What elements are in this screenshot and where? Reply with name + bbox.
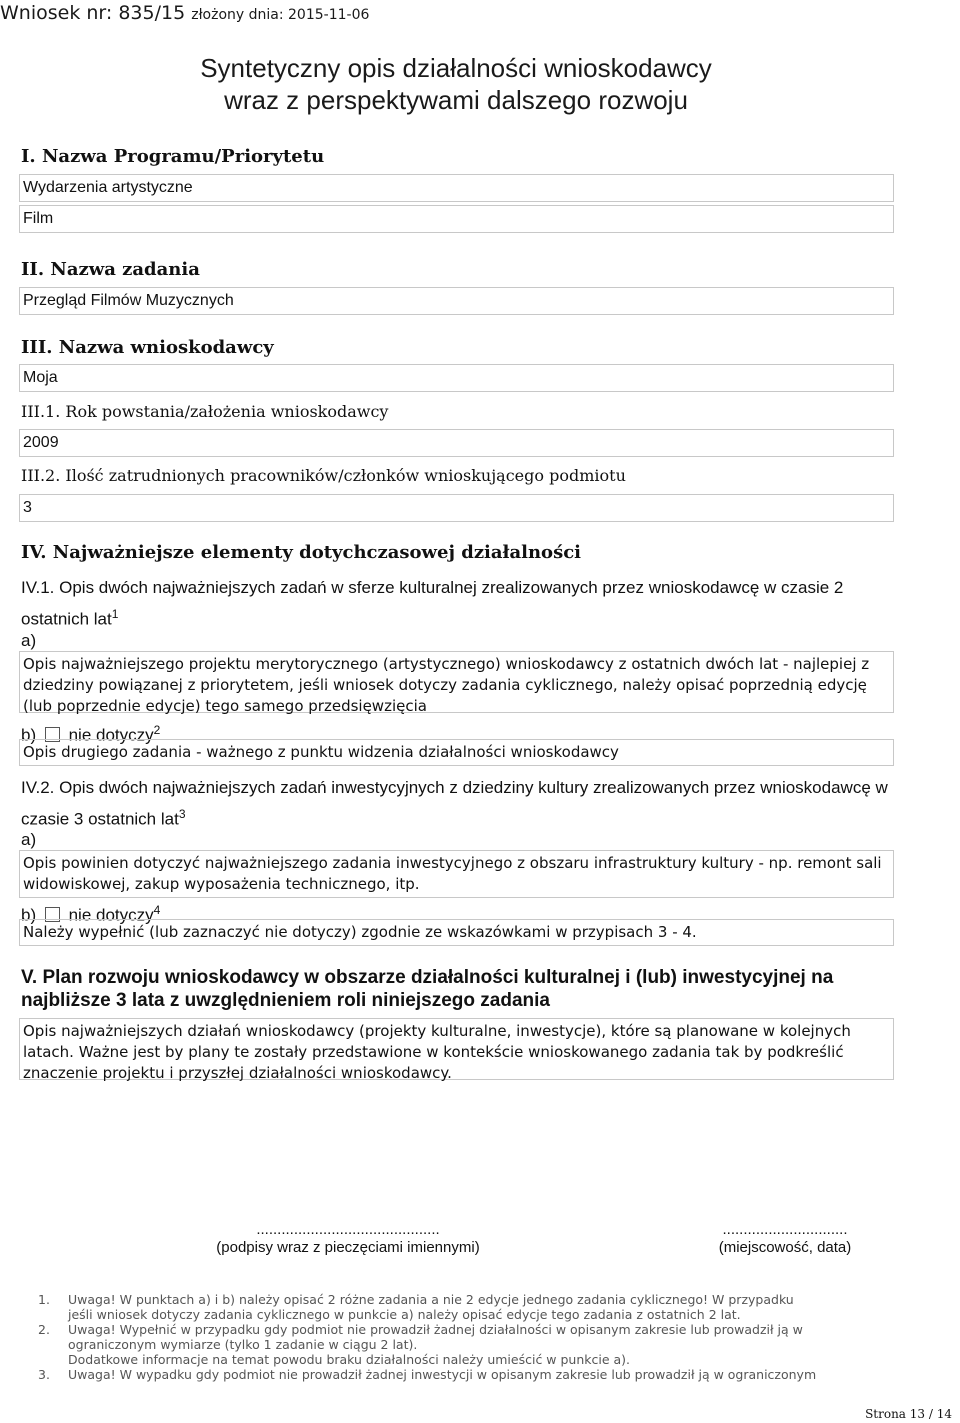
priority-field: Film: [19, 205, 894, 233]
not-applicable-label-2: nie dotyczy: [68, 905, 154, 925]
footnote-ref-1: 1: [111, 607, 119, 621]
applicant-name-field: Moja: [19, 364, 894, 392]
page-number: Strona 13 / 14: [865, 1407, 952, 1421]
staff-count-label: III.2. Ilość zatrudnionych pracowników/członków wnioskującego podmiotu: [21, 466, 626, 485]
item-4-2-a-field: Opis powinien dotyczyć najważniejszego zadania inwestycyjnego z obszaru infrastruktury kultury - np. remont sali widowiskowej, zakup wyposażenia technicznego, itp.: [19, 850, 894, 898]
item-4-1-a-field: Opis najważniejszego projektu merytorycznego (artystycznego) wnioskodawcy z ostatnich dwóch lat - najlepiej z dziedziny powiązanej z priorytetem, jeśli wniosek dotyczy zadania cyklicznego, należy opisać poprzednią edycję (lub poprzednie edycje) tego samego przedsięwzięcia: [19, 651, 894, 713]
question-4-2: [21, 775, 901, 833]
footnote-ref-3: 3: [178, 807, 186, 821]
title-line-2: wraz z perspektywami dalszego rozwoju: [224, 85, 688, 115]
place-date-label: (miejscowość, data): [718, 1239, 852, 1256]
item-4-2-b-field: Należy wypełnić (lub zaznaczyć nie dotyczy) zgodnie ze wskazówkami w przypisach 3 - 4.: [19, 919, 894, 946]
item-b-label-2: b): [21, 905, 37, 925]
not-applicable-label-1: nie dotyczy: [68, 725, 154, 745]
item-a-label-2: a): [21, 830, 37, 849]
question-4-1: [21, 575, 901, 633]
footnote: 1. Uwaga! W punktach a) i b) należy opisać 2 różne zadania a nie 2 edycje jednego zadania cyklicznego! W przypadku: [38, 1292, 794, 1307]
footnote-ref-4: 4: [153, 903, 161, 917]
section-5-heading: V. Plan rozwoju wnioskodawcy w obszarze działalności kulturalnej i (lub) inwestycyjnej na najbliższe 3 lata z uwzględnieniem roli niniejszego zadania: [21, 967, 834, 1011]
place-date-block: [680, 1221, 890, 1257]
place-date-dots: ..............................: [722, 1221, 848, 1238]
footnotes: 1. Uwaga! W punktach a) i b) należy opisać 2 różne zadania a nie 2 edycje jednego zadania cyklicznego! W przypadku jeśli wniosek dotyczy zadania cyklicznego w punkcie a) należy opisać edycje tego zadania z ostatnich 2 lat. 2. Uwaga! Wypełnić w przypadku gdy podmiot nie prowadził żadnej działalności w opisanym zakresie lub prowadził ją w ograniczonym wymiarze (tylko 1 zadanie w ciągu 2 lat). Dodatkowe informacje na temat powodu braku działalności należy umieścić w punkcie a). 3. Uwaga! W wypadku gdy podmiot nie prowadził żadnej inwestycji w opisanym zakresie lub prowadził ją w ograniczonym: [38, 1292, 898, 1382]
founding-year-label: III.1. Rok powstania/założenia wnioskodawcy: [21, 402, 389, 421]
item-b-label: b): [21, 725, 37, 745]
title-line-1: Syntetyczny opis działalności wnioskodawcy: [200, 53, 712, 83]
section-4-heading: IV. Najważniejsze elementy dotychczasowej działalności: [21, 542, 581, 563]
application-header: [0, 0, 369, 28]
item-4-1-b-field: Opis drugiego zadania - ważnego z punktu widzenia działalności wnioskodawcy: [19, 739, 894, 766]
section-1-heading: I. Nazwa Programu/Priorytetu: [21, 146, 325, 167]
page-title: [0, 52, 912, 116]
signature-label: (podpisy wraz z pieczęciami imiennymi): [216, 1239, 480, 1256]
program-field: Wydarzenia artystyczne: [19, 174, 894, 202]
development-plan-field: Opis najważniejszych działań wnioskodawcy (projekty kulturalne, inwestycje), które są planowane w kolejnych latach. Ważne jest by plany te zostały przedstawione w kontekście wnioskowanego zadania tak by podkreślić znaczenie projektu i przyszłej działalności wnioskodawcy.: [19, 1018, 894, 1080]
section-2-heading: II. Nazwa zadania: [21, 259, 200, 280]
item-a-label: a): [21, 631, 37, 650]
section-3-heading: III. Nazwa wnioskodawcy: [21, 337, 274, 358]
question-4-1-text: IV.1. Opis dwóch najważniejszych zadań w sferze kulturalnej zrealizowanych przez wnioskodawcę w czasie 2 ostatnich lat: [21, 578, 844, 629]
footnote-ref-2: 2: [153, 723, 161, 737]
footnote: 2. Uwaga! Wypełnić w przypadku gdy podmiot nie prowadził żadnej działalności w opisanym zakresie lub prowadził ją w: [38, 1322, 803, 1337]
footnote: 3. Uwaga! W wypadku gdy podmiot nie prowadził żadnej inwestycji w opisanym zakresie lub prowadził ją w ograniczonym: [38, 1367, 817, 1382]
signature-dots: ............................................: [256, 1221, 440, 1238]
founding-year-field: 2009: [19, 429, 894, 457]
task-name-field: Przegląd Filmów Muzycznych: [19, 287, 894, 315]
staff-count-field: 3: [19, 494, 894, 522]
question-4-2-text: IV.2. Opis dwóch najważniejszych zadań inwestycyjnych z dziedziny kultury zrealizowanych przez wnioskodawcę w czasie 3 ostatnich lat: [21, 778, 888, 829]
submission-date: złożony dnia: 2015-11-06: [191, 7, 370, 23]
application-number: Wniosek nr: 835/15: [0, 2, 186, 24]
signature-block: [178, 1221, 518, 1257]
